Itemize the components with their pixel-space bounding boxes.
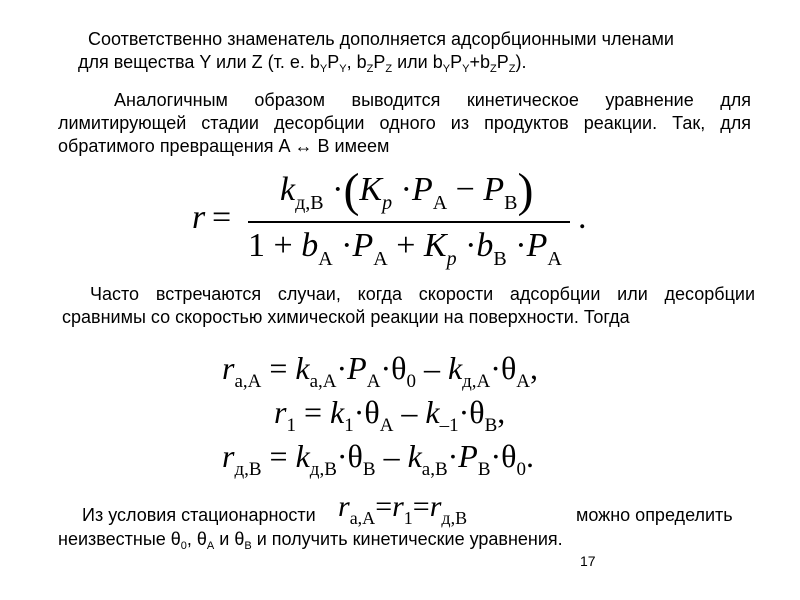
equation-surface-reaction: $r_1 = k_1\cdot\theta_A - k_{-1}\cdot\theta_B$, xyxy=(274,394,506,436)
paragraph-stationarity-line-2: неизвестные $\theta_0$, $\theta_A$ и $\theta_B$ и получить кинетические уравнения. xyxy=(58,529,563,552)
equation-lhs: r = xyxy=(192,199,232,236)
rate-equation-system xyxy=(222,346,622,478)
equation-adsorption-A: $r_{а,A} = k_{а,A}\cdot P_A\cdot\theta_0 - k_{д,A}\cdot\theta_A$, xyxy=(222,350,538,392)
paragraph-desorption-stage: Аналогичным образом выводится кинетическое уравнение для лимитирующей стадии десорбции одного из продуктов реакции. Так, для обратимого превращения A ↔ B имеем xyxy=(58,90,751,156)
fraction-bar xyxy=(248,221,570,223)
equation-desorption-B: $r_{д,B} = k_{д,B}\cdot\theta_B - k_{а,B}\cdot P_B\cdot\theta_0$. xyxy=(222,438,534,480)
paragraph-denominator xyxy=(78,28,728,74)
equation-denominator: $1 + b_A \cdot P_A + K_p \cdot b_B \cdot P_A$ xyxy=(248,227,562,270)
paragraph-stationarity-tail: можно определить xyxy=(576,505,733,525)
stationarity-condition: $r_{а,A}=r_1=r_{д,B}$ xyxy=(338,490,468,528)
paragraph-stationarity-intro: Из условия стационарности xyxy=(82,505,316,525)
rate-equation-desorption xyxy=(192,165,612,280)
paragraph-comparable-rates: Часто встречаются случаи, когда скорости адсорбции или десорбции сравнимы со скоростью химической реакции на поверхности. Тогда xyxy=(62,284,755,327)
page-number: 17 xyxy=(580,553,596,569)
equation-numerator: $k_{д,B} \cdot(K_p \cdot P_A - P_B)$ xyxy=(280,164,534,217)
paragraph-1-line-1: Соответственно знаменатель дополняется адсорбционными членами xyxy=(88,29,674,49)
paragraph-1-line-2: для вещества Y или Z (т. е. $b_YP_Y$, $b_ZP_Z$ или $b_YP_Y+b_ZP_Z$). xyxy=(78,52,527,75)
equation-period: . xyxy=(578,199,587,236)
